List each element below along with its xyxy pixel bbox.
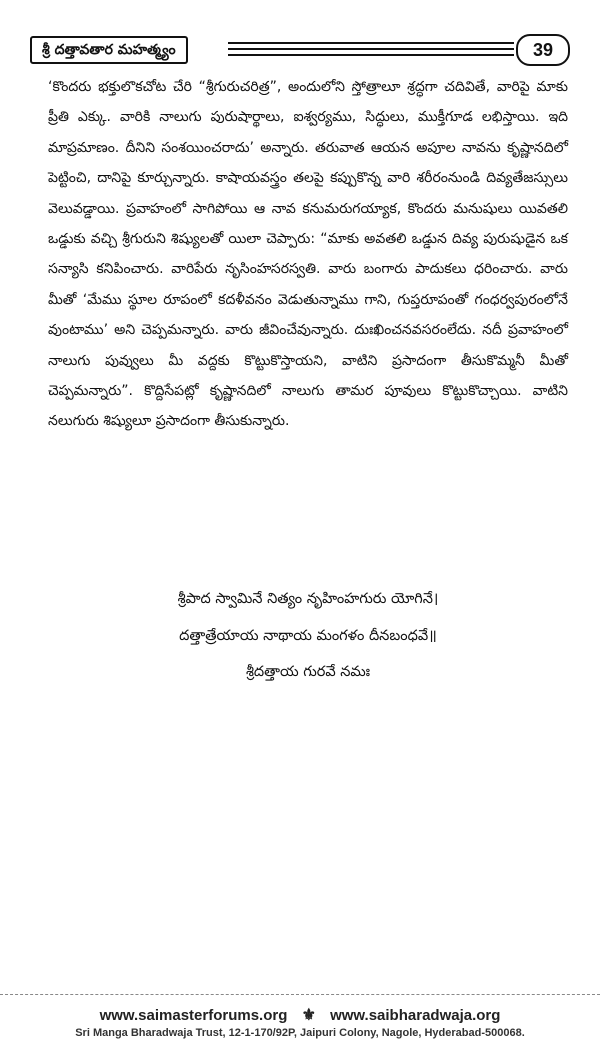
- trust-address: Sri Manga Bharadwaja Trust, 12-1-170/92P, Jaipuri Colony, Nagole, Hyderabad-500068.: [75, 1027, 525, 1039]
- body-paragraph: ‘కొందరు భక్తులొకచోట చేరి “శ్రీగురుచరిత్ర”, అందులోని స్తోత్రాలూ శ్రద్ధగా చదివితే, వారిపై మాకు ప్రీతి ఎక్కు. వారికి నాలుగు పురుషార్థాలు, ఐశ్వర్యము, సిద్ధులు, ముక్తీగూడ లభిస్తాయి. ఇది మాప్రమాణం. దీనిని సంశయించరాదు’ అన్నారు. తరువాత ఆయన అపూల నావను కృష్ణానదిలో పెట్టించి, దానిపై కూర్చున్నారు. కాషాయవస్త్రం తలపై కప్పుకొన్న వారి శరీరంనుండి దివ్యతేజస్సులు వెలువడ్డాయి. ప్రవాహంలో సాగిపోయి ఆ నావ కనుమరుగయ్యాక, కొందరు మనుషులు యివతలి ఒడ్డుకు వచ్చి శ్రీగురుని శిష్యులతో యిలా చెప్పారు: “మాకు అవతలి ఒడ్డున దివ్య పురుషుడైన ఒక సన్యాసి కనిపించారు. వారిపేరు నృసింహసరస్వతి. వారు బంగారు పాదుకలు ధరించారు. వారు మీతో ‘మేము స్థూల రూపంలో కదళీవనం వెడుతున్నాము గాని, గుప్తరూపంతో గంధర్వపురంలోనే వుంటాము’ అని చెప్పమన్నారు. వారు జీవించేవున్నారు. దుఃఖించనవసరంలేదు. నదీ ప్రవాహంలో నాలుగు పువ్వులు మీ వద్దకు కొట్టుకొస్తాయని, వాటిని ప్రసాదంగా తీసుకొమ్మనీ మీతో చెప్పమన్నారు”. కొద్దిసేపట్లో కృష్ణానదిలో నాలుగు తామర పూవులు కొట్టుకొచ్చాయి. వాటిని నలుగురు శిష్యులూ ప్రసాదంగా తీసుకున్నారు.: [48, 79, 568, 430]
- footer-divider: [0, 994, 600, 995]
- verse-line-3: శ్రీదత్తాయ గురవే నమః: [245, 664, 371, 680]
- page-number: 39: [516, 34, 570, 66]
- verse-line-2: దత్తాత్రేయాయ నాథాయ మంగళం దీనబంధవే॥: [179, 628, 437, 644]
- header-rules: [228, 42, 514, 60]
- footer-link-saimasterforums[interactable]: www.saimasterforums.org: [99, 1007, 288, 1024]
- fleur-de-lis-icon: ⚜: [301, 1007, 316, 1024]
- verse-line-1: శ్రీపాద స్వామినే నిత్యం నృహింహగురు యోగినే।: [177, 591, 439, 607]
- page-header: [30, 34, 570, 64]
- book-title: శ్రీ దత్తావతార మహత్మ్యం: [30, 36, 188, 64]
- footer-link-saibharadwaja[interactable]: www.saibharadwaja.org: [330, 1007, 501, 1024]
- page-footer: [0, 1006, 600, 1041]
